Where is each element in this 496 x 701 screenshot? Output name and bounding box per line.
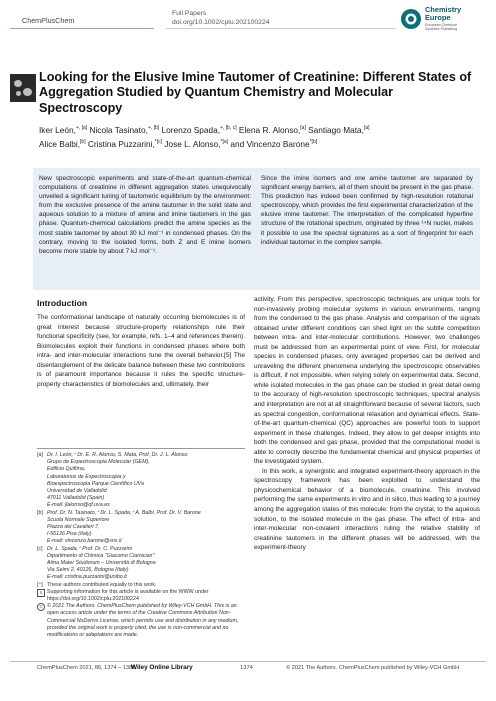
section-label: Full Papers xyxy=(172,10,207,17)
author: Jose L. Alonso, xyxy=(162,138,221,149)
publisher-logo xyxy=(400,6,480,34)
affiliation-line: Dipartimento di Chimica "Giacomo Ciamician" xyxy=(47,552,155,559)
footer-rule xyxy=(10,661,486,662)
body-column-right xyxy=(254,295,480,553)
author-affil: *[b] xyxy=(309,138,318,145)
affiliation-line: Prof. Dr. N. Tasinato,⁺ Dr. L. Spada,⁺ A. Balbi, Prof. Dr. V. Barone xyxy=(47,509,201,516)
article-section xyxy=(172,10,270,27)
author: Alice Balbi, xyxy=(39,138,81,149)
affiliation-tag: [c] xyxy=(37,545,43,552)
thumb-shape xyxy=(14,80,22,87)
header-rule-left xyxy=(10,28,154,29)
affiliation-line: Universidad de Valladolid xyxy=(47,488,107,495)
section-heading: Introduction xyxy=(37,298,88,308)
affiliation-a xyxy=(37,452,245,510)
supporting-info-note xyxy=(37,589,245,603)
page-number: 1374 xyxy=(240,665,253,671)
note-tag: [⁺] xyxy=(37,581,43,588)
affiliation-line: 47011 Valladolid (Spain) xyxy=(47,495,105,502)
affiliation-c xyxy=(37,546,245,582)
affiliation-b xyxy=(37,510,245,546)
wiley-online-library-link[interactable]: Wiley Online Library xyxy=(131,664,193,671)
body-paragraph: activity. From this perspective, spectroscopic techniques are unique tools for non-invasively probing molecular systems in various environments, ranging from the condensed to the gas phase. Analysis and comparison of the signals obtained under different conditions can shed light on the subtle competition between intra- and inter-molecular contributions. However, two challenges must be addressed from an experimental point of view. First, for molecular species in condensed phases, only averaged properties can be derived and unraveling the different phenomena underlying the spectroscopic observables is difficult, if not impossible, when relying solely on experimental data. Second, while isolated molecules in the gas phase can be studied in great detail owing to the accuracy of high-resolution spectroscopic techniques, spectral analysis and interpretation are not at all straightforward because of several factors, such as spectral congestion, conformational relaxation and dynamical effects. State-of-the-art quantum-chemical (QC) approaches are powerful tools to support experiment in these challenges. Indeed, they allow to get deeper insights into both the condensed and gas phase, provided that the computational model is able to correctly describe the fundamental chemical and physical properties of the investigated system. xyxy=(254,296,480,466)
author: Elena R. Alonso, xyxy=(236,124,301,135)
affiliation-line: Grupo de Espectroscopia Molecular (GEM), xyxy=(47,459,150,466)
affiliation-tag: [b] xyxy=(37,509,43,516)
article-title: Looking for the Elusive Imine Tautomer of Creatinine: Different States of Aggregation Studied by Quantum Chemistry and Molecular Spectroscopy xyxy=(39,70,472,115)
equal-contribution-note xyxy=(37,582,245,589)
author: Iker León, xyxy=(39,124,76,135)
open-access-icon: © xyxy=(37,603,45,611)
author-affil: [b] xyxy=(80,138,86,145)
affiliation-email[interactable]: E-mail: jlalonso@qf.uva.es xyxy=(47,502,110,509)
affiliation-line: Bioespectroscopia Parque Científico UVa xyxy=(47,480,144,487)
author: and Vincenzo Barone xyxy=(228,138,310,149)
header-rule-right xyxy=(166,28,396,29)
affiliation-line: I-56126 Pisa (Italy) xyxy=(47,531,92,538)
thumb-shape xyxy=(16,91,21,96)
chemistry-europe-icon xyxy=(400,8,422,30)
affiliation-line: Laboratorios de Espectroscopia y xyxy=(47,473,126,480)
doi-link[interactable]: doi.org/10.1002/cplu.202100224 xyxy=(172,18,270,26)
abstract-left: New spectroscopic experiments and state-of-the-art quantum-chemical computations of creatinine in different aggregation states unequivocally unveiled a significant tuning of tautomeric equilibrium by the environment: from the exclusive presence of the amine tautomer in the solid state and aqueous solution to a mixture of amine and imine tautomers in the gas phase. Quantum-chemical calculations predict the amine species as the most stable tautomer by about 30 kJ mol⁻¹ in condensed phases. On the contrary, moving to the isolated forms, both Z and E imine isomers become more stable by about 7 kJ mol⁻¹. xyxy=(39,175,251,255)
abstract-box xyxy=(33,168,480,290)
footnotes xyxy=(37,452,245,639)
author: Santiago Mata, xyxy=(305,124,364,135)
affiliation-line: Dr. I. León,⁺ Dr. E. R. Alonso, S. Mata, Prof. Dr. J. L. Alonso xyxy=(47,452,188,458)
note-text: These authors contributed equally to this work. xyxy=(47,581,157,588)
body-paragraph: In this work, a synergistic and integrated experiment-theory approach in the spectroscopy framework has been exploited to understand the physicochemical behavior of a biomolecule, creatinine. This involved performing the same experiments in vitro and in silico, thus leading to a journey among the aggregation states of this molecule: from the crystal, to the aqueous solution, to the isolated molecule in the gas phase. The effect of intra- and inter-molecular non-covalent interactions ruling the relative stability of creatinine tautomers in the different phases will be addressed, with the experiment-theory xyxy=(254,467,480,552)
affiliation-line: Via Selmi 2, 40126, Bologna (Italy) xyxy=(47,567,129,574)
affiliation-tag: [a] xyxy=(37,452,43,458)
publisher-line1: Chemistry xyxy=(425,5,462,14)
body-column-left xyxy=(37,313,245,389)
affiliation-line: Edificio Quifima, xyxy=(47,466,86,473)
author: Cristina Puzzarini, xyxy=(85,138,155,149)
affiliation-line: Alma Mater Studiorum – Università di Bologna xyxy=(47,560,156,567)
author-affil: *[a] xyxy=(220,138,229,145)
author-affil: [a] xyxy=(300,125,306,131)
supporting-info-text[interactable]: Supporting information for this article is available on the WWW under https://doi.org/10.1002/cplu.202100224 xyxy=(47,588,209,603)
graphical-abstract-thumbnail[interactable] xyxy=(10,74,36,102)
author-affil: *[c] xyxy=(154,138,163,145)
affiliation-line: Scuola Normale Superiore xyxy=(47,516,110,523)
footnote-rule xyxy=(37,448,245,449)
license-text: © 2021 The Authors. ChemPlusChem published by Wiley-VCH GmbH. This is an open access article under the terms of the Creative Commons Attribution Non-Commercial NoDerivs License, which permits use and distribution in any medium, provided the original work is properly cited, the use is non-commercial and no modifications or adaptations are made. xyxy=(47,603,239,639)
author: Lorenzo Spada, xyxy=(159,124,221,135)
license-note xyxy=(37,603,245,639)
body-paragraph: The conformational landscape of naturally occurring biomolecules is of great interest because structure-property relationships rule their functional specificity (see, for example, refs. 1–4 and references therein). Biomolecules exploit their functions in condensed phases where both intra- and inter-molecular interactions tune the overall behavior.[5] The disentanglement of the delicate balance between these two contributions is of paramount importance because it rules the specific structure-property characteristics of biomolecules and, ultimately, their xyxy=(37,314,245,388)
affiliation-line: Dr. L. Spada,⁺ Prof. Dr. C. Puzzarini xyxy=(47,545,132,552)
supporting-info-icon: S xyxy=(37,589,45,597)
thumb-shape xyxy=(23,88,32,96)
author-affil: [a] xyxy=(363,125,370,131)
footer-copyright: © 2021 The Authors. ChemPlusChem published by Wiley-VCH GmbH xyxy=(286,665,460,671)
affiliation-email[interactable]: E-mail: cristina.puzzarini@unibo.it xyxy=(47,574,127,581)
publisher-line2: Europe xyxy=(425,13,451,22)
affiliation-email[interactable]: E-mail: vincenzo.barone@sns.it xyxy=(47,538,122,545)
author-affil: +, [b] xyxy=(147,125,160,131)
author-list xyxy=(39,122,479,150)
abstract-right: Since the imine isomers and one amine tautomer are separated by significant energy barriers, all of them should be present in the gas phase. This prediction has indeed been confirmed by high-resolution rotational spectroscopy, which provides the first experimental characterization of the elusive imine tautomer. The interpretation of the complicated hyperfine structure of the rotational spectrum, originated by three ¹⁴N nuclei, makes it possible to use the spectral signatures as a sort of fingerprint for each individual tautomer in the complex sample. xyxy=(261,175,473,246)
author-affil: +, [a] xyxy=(75,125,88,131)
footer-journal-ref: ChemPlusChem 2021, 86, 1374 – 1386 xyxy=(37,665,136,671)
affiliation-line: Piazza dei Cavalieri 7, xyxy=(47,524,100,531)
journal-name: ChemPlusChem xyxy=(22,16,75,25)
author: Nicola Tasinato, xyxy=(87,124,148,135)
publisher-sub2: Societies Publishing xyxy=(425,27,458,32)
author-affil: +, [b, c] xyxy=(220,125,237,131)
publisher-sub1: European Chemical xyxy=(425,23,457,27)
